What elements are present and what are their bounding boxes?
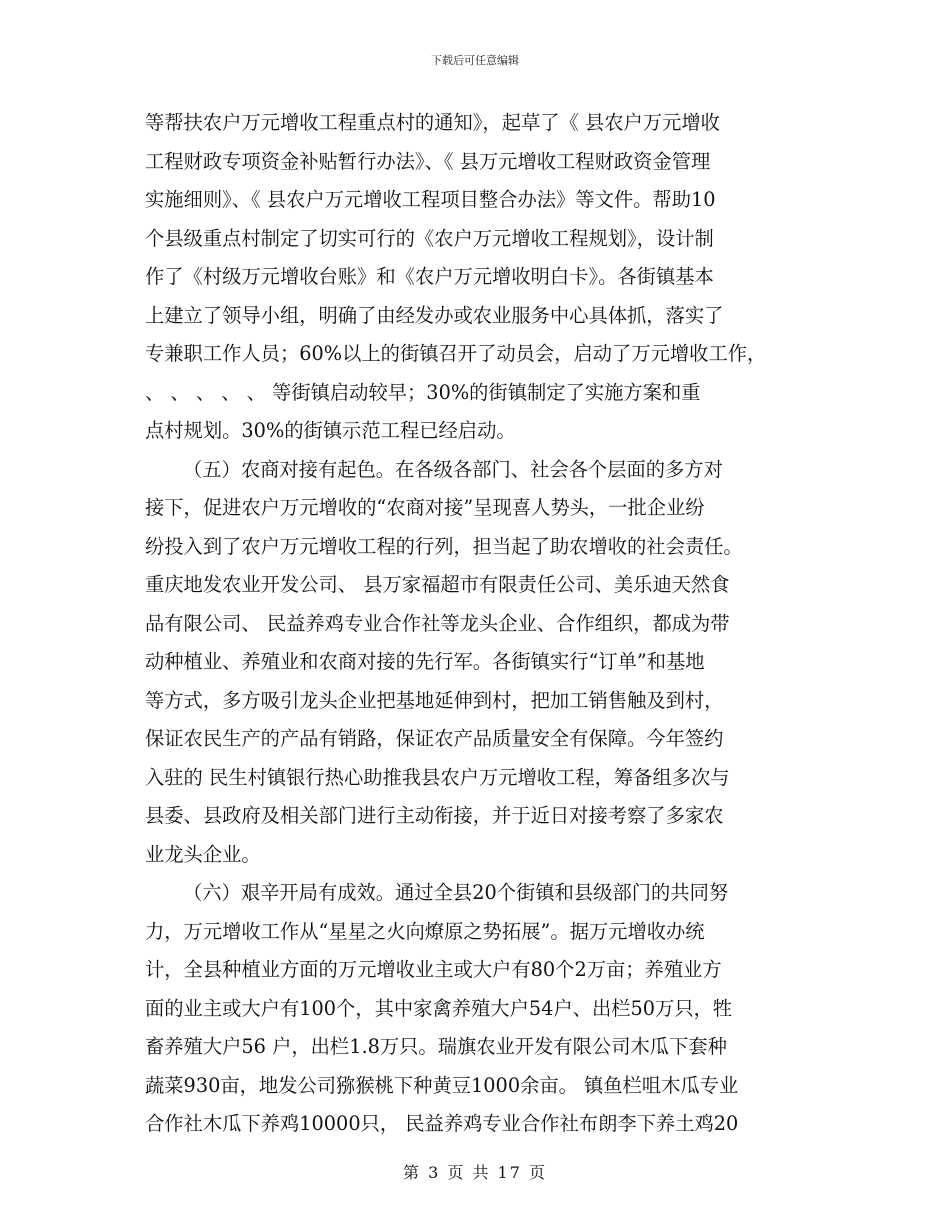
text-line: 计，全县种植业方面的万元增收业主或大户有80个2万亩；养殖业方 bbox=[145, 958, 722, 981]
text-line: 、 、 、 、 、 等街镇启动较早；30%的街镇制定了实施方案和重 bbox=[145, 380, 701, 404]
text-line: 面的业主或大户有100个，其中家禽养殖大户54户、出栏50万只，牲 bbox=[145, 996, 733, 1020]
text-line: 纷投入到了农户万元增收工程的行列，担当起了助农增收的社会责任。 bbox=[145, 534, 743, 558]
text-line: 工程财政专项资金补贴暂行办法》、《 县万元增收工程财政资金管理 bbox=[145, 149, 711, 173]
text-line: 县委、县政府及相关部门进行主动衔接，并于近日对接考察了多家农 bbox=[145, 804, 724, 827]
text-line: 点村规划。30%的街镇示范工程已经启动。 bbox=[145, 419, 516, 442]
page-header: 下载后可任意编辑 bbox=[431, 54, 519, 67]
text-line: 等方式，多方吸引龙头企业把基地延伸到村，把加工销售触及到村， bbox=[145, 688, 724, 712]
text-line: 等帮扶农户万元增收工程重点村的通知》，起草了《 县农户万元增收 bbox=[145, 111, 720, 134]
section-heading-line: （六）艰辛开局有成效。通过全县20个街镇和县级部门的共同努 bbox=[183, 881, 729, 904]
page-number: 第 3 页 共 17 页 bbox=[403, 1163, 547, 1182]
text-line: 重庆地发农业开发公司、 县万家福超市有限责任公司、美乐迪天然食 bbox=[145, 573, 730, 596]
text-line: 接下，促进农户万元增收的“农商对接”呈现喜人势头，一批企业纷 bbox=[145, 496, 705, 519]
text-line: 实施细则》、《 县农户万元增收工程项目整合办法》等文件。帮助10 bbox=[145, 188, 716, 211]
text-line: 专兼职工作人员；60%以上的街镇召开了动员会，启动了万元增收工作， bbox=[145, 342, 767, 365]
section-heading-line: （五）农商对接有起色。在各级各部门、社会各个层面的多方对 bbox=[183, 457, 723, 481]
text-line: 个县级重点村制定了切实可行的《农户万元增收工程规划》，设计制 bbox=[145, 226, 714, 250]
text-line: 入驻的 民生村镇银行热心助推我县农户万元增收工程，筹备组多次与 bbox=[145, 765, 730, 789]
text-line: 动种植业、养殖业和农商对接的先行军。各街镇实行“订单”和基地 bbox=[145, 650, 705, 673]
text-line: 业龙头企业。 bbox=[145, 842, 261, 866]
text-line: 上建立了领导小组，明确了由经发办或农业服务中心具体抓，落实了 bbox=[145, 303, 724, 327]
text-line: 力，万元增收工作从“星星之火向燎原之势拓展”。据万元增收办统 bbox=[145, 919, 705, 943]
text-line: 品有限公司、 民益养鸡专业合作社等龙头企业、合作组织，都成为带 bbox=[145, 611, 730, 635]
text-line: 畜养殖大户56 户，出栏1.8万只。瑞旗农业开发有限公司木瓜下套种 bbox=[145, 1035, 727, 1058]
document-body bbox=[145, 104, 813, 1144]
text-line: 保证农民生产的产品有销路，保证农产品质量安全有保障。今年签约 bbox=[145, 727, 724, 750]
text-line: 蔬菜930亩，地发公司猕猴桃下种黄豆1000余亩。 镇鱼栏咀木瓜专业 bbox=[145, 1073, 739, 1097]
text-line: 合作社木瓜下养鸡10000只， 民益养鸡专业合作社布朗李下养土鸡20 bbox=[145, 1112, 739, 1135]
text-line: 作了《村级万元增收台账》和《农户万元增收明白卡》。各街镇基本 bbox=[145, 265, 714, 288]
